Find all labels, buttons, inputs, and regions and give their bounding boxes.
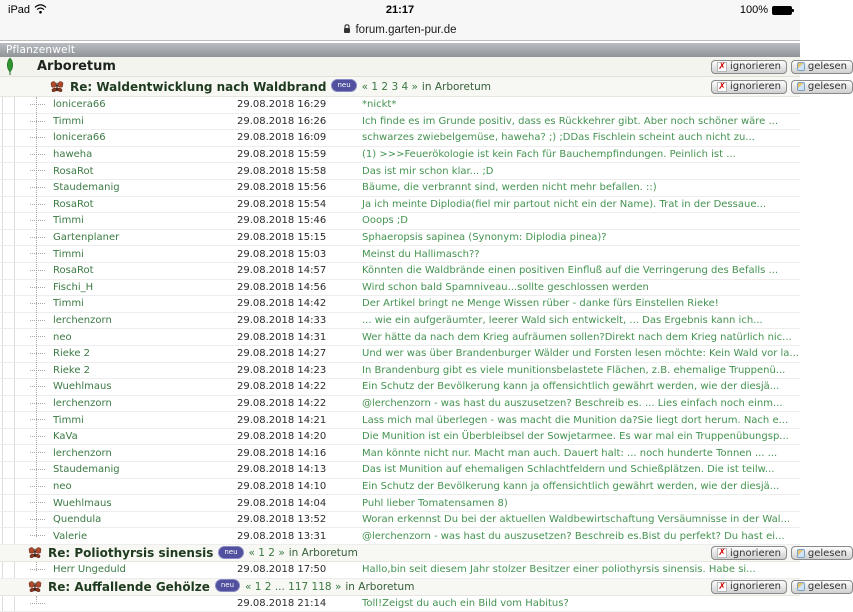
thread-title[interactable]: Re: Poliothyrsis sinensis xyxy=(48,546,214,561)
message-excerpt[interactable]: schwarzes zwiebelgemüse, haweha? ;) ;DDas Fischlein scheint auch nicht zu... xyxy=(362,132,755,144)
new-badge: neu xyxy=(218,546,243,559)
message-row xyxy=(0,412,800,429)
ios-status-bar xyxy=(0,0,800,20)
message-excerpt[interactable]: Könnten die Waldbrände einen positiven Einfluß auf die Verringerung des Befalls ... xyxy=(362,265,779,277)
message-date: 29.08.2018 14:13 xyxy=(237,464,327,476)
message-author[interactable]: KaVa xyxy=(53,431,78,443)
ignore-button-label: ignorieren xyxy=(729,81,781,92)
board-bar xyxy=(0,43,800,57)
message-row xyxy=(0,130,800,147)
message-row xyxy=(0,114,800,131)
message-row xyxy=(0,396,800,413)
thread-list xyxy=(0,57,847,612)
message-date: 29.08.2018 14:33 xyxy=(237,315,327,327)
message-author[interactable]: lerchenzorn xyxy=(53,397,112,409)
message-author[interactable]: Staudemanig xyxy=(53,182,120,194)
new-badge: neu xyxy=(331,79,356,92)
lock-icon xyxy=(343,24,351,37)
message-author[interactable]: Rieke 2 xyxy=(53,364,91,376)
message-date: 29.08.2018 16:09 xyxy=(237,132,327,144)
message-author[interactable]: lerchenzorn xyxy=(53,315,112,327)
message-author[interactable]: Gartenplaner xyxy=(53,232,120,244)
mark-read-button[interactable] xyxy=(791,60,853,74)
message-author[interactable]: Herr Ungeduld xyxy=(53,564,126,576)
tree-connector xyxy=(30,320,45,321)
tree-connector xyxy=(30,187,45,188)
board-title: Pflanzenwelt xyxy=(6,44,76,56)
message-excerpt[interactable]: *nickt* xyxy=(362,99,397,111)
message-excerpt[interactable]: Man könnte nicht nur. Macht man auch. Dauert halt: ... noch hunderte Tonnen ... ... xyxy=(362,447,778,459)
red-x-icon: ✗ xyxy=(718,61,726,72)
message-row xyxy=(0,429,800,446)
ignore-button[interactable] xyxy=(711,60,787,74)
message-excerpt[interactable]: Lass mich mal überlegen - was macht die Munition da?Sie liegt dort herum. Nach e... xyxy=(362,414,789,426)
tree-connector xyxy=(30,386,45,387)
message-author[interactable]: lonicera66 xyxy=(53,132,106,144)
tree-connector xyxy=(30,419,45,420)
message-excerpt[interactable]: @lerchenzorn - was hast du auszusetzen? Beschreib es.Bist du perfekt? Du hast ei... xyxy=(362,530,785,542)
leaf-icon xyxy=(5,58,15,75)
tree-connector xyxy=(30,403,45,404)
tree-connector xyxy=(30,303,45,304)
message-excerpt[interactable]: @lerchenzorn - was hast du auszusetzen? Beschreib es. ... Lies einfach noch einm... xyxy=(362,397,783,409)
tree-connector xyxy=(30,237,45,238)
message-date: 29.08.2018 13:52 xyxy=(237,514,327,526)
message-date: 29.08.2018 14:57 xyxy=(237,265,327,277)
message-excerpt[interactable]: Wer hätte da nach dem Krieg aufräumen sollen?Direkt nach dem Krieg natürlich nic... xyxy=(362,331,792,343)
tree-connector xyxy=(30,204,45,205)
message-excerpt[interactable]: Meinst du Hallimasch?? xyxy=(362,248,480,260)
message-row xyxy=(0,462,800,479)
message-row xyxy=(0,147,800,164)
message-author[interactable]: neo xyxy=(53,331,72,343)
message-excerpt[interactable]: Ooops ;D xyxy=(362,215,408,227)
message-author[interactable]: RosaRot xyxy=(53,265,94,277)
mark-read-button[interactable] xyxy=(791,546,853,560)
message-date: 29.08.2018 14:31 xyxy=(237,331,327,343)
message-date: 29.08.2018 14:04 xyxy=(237,497,327,509)
thread-header-row xyxy=(0,545,847,562)
message-row xyxy=(0,263,800,280)
message-excerpt[interactable]: Puhl lieber Tomatensamen 8) xyxy=(362,497,508,509)
message-date: 29.08.2018 14:20 xyxy=(237,431,327,443)
thread-title[interactable]: Re: Waldentwicklung nach Waldbrand xyxy=(70,79,327,94)
message-date: 29.08.2018 15:46 xyxy=(237,215,327,227)
message-excerpt[interactable]: Sphaeropsis sapinea (Synonym: Diplodia pinea)? xyxy=(362,232,607,244)
message-date: 29.08.2018 14:42 xyxy=(237,298,327,310)
mark-read-button-label: gelesen xyxy=(807,547,847,559)
message-date: 29.08.2018 17:50 xyxy=(237,564,327,576)
tree-connector xyxy=(30,253,45,254)
thread-board-link[interactable]: in Arboretum xyxy=(345,580,415,593)
message-excerpt[interactable]: Das ist mir schon klar... ;D xyxy=(362,165,494,177)
ignore-button[interactable] xyxy=(711,80,787,94)
message-date: 29.08.2018 15:15 xyxy=(237,232,327,244)
new-badge: neu xyxy=(215,579,240,592)
mark-read-button-label: gelesen xyxy=(807,81,847,92)
message-row xyxy=(0,512,800,529)
message-date: 29.08.2018 14:23 xyxy=(237,364,327,376)
red-x-icon: ✗ xyxy=(718,548,726,559)
message-author[interactable]: lerchenzorn xyxy=(53,447,112,459)
message-row xyxy=(0,180,800,197)
ignore-button[interactable] xyxy=(711,546,787,560)
message-row xyxy=(0,230,800,247)
ignore-button-label: ignorieren xyxy=(729,61,781,72)
thread-header-row xyxy=(0,579,847,596)
category-row-arboretum xyxy=(0,57,847,77)
thread-page-links[interactable]: « 1 2 ... 117 118 » xyxy=(245,580,342,593)
message-date: 29.08.2018 14:22 xyxy=(237,381,327,393)
message-author[interactable]: lonicera66 xyxy=(53,99,106,111)
thread-page-links[interactable]: « 1 2 3 4 » xyxy=(361,80,418,93)
message-date: 29.08.2018 14:56 xyxy=(237,281,327,293)
message-date: 29.08.2018 14:10 xyxy=(237,480,327,492)
message-author[interactable]: haweha xyxy=(53,149,93,161)
ignore-button[interactable] xyxy=(711,580,787,594)
message-excerpt[interactable]: Wird schon bald Spamniveau...sollte geschlossen werden xyxy=(362,281,649,293)
message-author[interactable]: Timmi xyxy=(53,248,84,260)
message-author[interactable]: neo xyxy=(53,480,72,492)
message-excerpt[interactable]: Ja ich meinte Diplodia(fiel mir partout nicht ein der Name). Trat in der Dessaue... xyxy=(362,198,767,210)
message-row xyxy=(0,280,800,297)
message-date: 29.08.2018 13:31 xyxy=(237,530,327,542)
message-author[interactable]: Timmi xyxy=(53,215,84,227)
tree-connector xyxy=(30,336,45,337)
message-date: 29.08.2018 21:14 xyxy=(237,597,327,609)
message-row xyxy=(0,363,800,380)
thread xyxy=(0,545,847,579)
message-excerpt[interactable]: In Brandenburg gibt es viele munitionsbelastete Flächen, z.B. ehemalige Truppenü... xyxy=(362,364,786,376)
message-row xyxy=(0,562,800,579)
mark-read-button-label: gelesen xyxy=(807,61,847,72)
thread-title[interactable]: Re: Auffallende Gehölze xyxy=(48,579,210,594)
message-row xyxy=(0,246,800,263)
thread-board-link[interactable]: in Arboretum xyxy=(288,547,358,560)
wifi-icon xyxy=(34,4,47,17)
tree-line xyxy=(36,97,37,537)
message-excerpt[interactable]: Ein Schutz der Bevölkerung kann ja offensichtlich gewährt werden, wie der diesjä... xyxy=(362,480,780,492)
ignore-button-label: ignorieren xyxy=(729,547,781,559)
message-row xyxy=(0,445,800,462)
message-excerpt[interactable]: Woran erkennst Du bei der aktuellen Waldbewirtschaftung Versäumnisse in der Wal... xyxy=(362,514,791,526)
mark-read-icon xyxy=(797,82,805,91)
tree-connector xyxy=(30,353,45,354)
tree-connector xyxy=(30,121,45,122)
message-excerpt[interactable]: Der Artikel bringt ne Menge Wissen rüber - danke fürs Einstellen Rieke! xyxy=(362,298,719,310)
message-row xyxy=(0,97,800,114)
mark-read-button[interactable] xyxy=(791,80,853,94)
tree-connector xyxy=(30,436,45,437)
message-author[interactable]: Timmi xyxy=(53,115,84,127)
butterfly-icon xyxy=(50,81,64,93)
message-date: 29.08.2018 15:56 xyxy=(237,182,327,194)
message-excerpt[interactable]: Und wer was über Brandenburger Wälder und Forsten lesen möchte: Kein Wald vor la... xyxy=(362,348,799,360)
category-title[interactable]: Arboretum xyxy=(37,59,116,74)
message-date: 29.08.2018 15:54 xyxy=(237,198,327,210)
thread-header-row xyxy=(0,77,847,97)
tree-connector xyxy=(30,486,45,487)
message-row xyxy=(0,528,800,545)
message-date: 29.08.2018 16:26 xyxy=(237,115,327,127)
clock: 21:17 xyxy=(385,4,415,16)
tree-connector xyxy=(30,452,45,453)
message-date: 29.08.2018 16:29 xyxy=(237,99,327,111)
tree-connector xyxy=(30,270,45,271)
message-date: 29.08.2018 14:27 xyxy=(237,348,327,360)
message-author[interactable]: RosaRot xyxy=(53,165,94,177)
tree-connector xyxy=(30,370,45,371)
url-domain: forum.garten-pur.de xyxy=(355,24,457,36)
message-excerpt[interactable]: (1) >>>Feuerökologie ist kein Fach für Bauchempfindungen. Peinlich ist ... xyxy=(362,149,736,161)
message-author[interactable]: Wuehlmaus xyxy=(53,381,112,393)
message-author[interactable]: Timmi xyxy=(53,298,84,310)
message-row xyxy=(0,495,800,512)
tree-line xyxy=(36,596,37,605)
mark-read-icon xyxy=(797,549,805,558)
message-excerpt[interactable]: Ein Schutz der Bevölkerung kann ja offensichtlich gewährt werden, wie der diesjä... xyxy=(362,381,780,393)
tree-line xyxy=(36,562,37,571)
tree-connector xyxy=(30,104,45,105)
carrier-label: iPad xyxy=(8,4,31,16)
tree-connector xyxy=(30,603,45,604)
mark-read-button[interactable] xyxy=(791,580,853,594)
message-excerpt[interactable]: Die Munition ist ein Überbleibsel der Sowjetarmee. Es war mal ein Truppenübungsp... xyxy=(362,431,789,443)
tree-connector xyxy=(30,154,45,155)
message-author[interactable]: Quendula xyxy=(53,514,102,526)
battery-percent: 100% xyxy=(739,4,768,16)
message-row xyxy=(0,313,800,330)
tree-connector xyxy=(30,287,45,288)
message-excerpt[interactable]: Hallo,bin seit diesem Jahr stolzer Besitzer einer poliothyrsis sinensis. Habe si... xyxy=(362,564,756,576)
message-row xyxy=(0,296,800,313)
butterfly-icon xyxy=(28,547,42,559)
message-row xyxy=(0,346,800,363)
message-excerpt[interactable]: Bäume, die verbrannt sind, werden nicht mehr befallen. ::) xyxy=(362,182,657,194)
message-date: 29.08.2018 15:03 xyxy=(237,248,327,260)
battery-icon xyxy=(772,6,792,15)
mark-read-icon xyxy=(797,582,805,591)
ignore-button-label: ignorieren xyxy=(729,581,781,593)
tree-connector xyxy=(30,519,45,520)
butterfly-icon xyxy=(28,581,42,593)
red-x-icon: ✗ xyxy=(718,581,726,592)
message-row xyxy=(0,213,800,230)
message-date: 29.08.2018 15:59 xyxy=(237,149,327,161)
message-excerpt[interactable]: Toll!Zeigst du auch ein Bild vom Habitus? xyxy=(362,597,569,609)
message-row xyxy=(0,479,800,496)
tree-connector xyxy=(30,137,45,138)
message-row xyxy=(0,379,800,396)
thread xyxy=(0,579,847,612)
thread-page-links[interactable]: « 1 2 » xyxy=(248,547,285,560)
message-excerpt[interactable]: Ich finde es im Grunde positiv, dass es Rückkehrer gibt. Aber noch schöner wäre ... xyxy=(362,115,779,127)
message-date: 29.08.2018 14:22 xyxy=(237,397,327,409)
tree-connector xyxy=(30,220,45,221)
safari-url-bar[interactable] xyxy=(0,20,800,41)
tree-connector xyxy=(30,170,45,171)
message-excerpt[interactable]: ... wie ein aufgeräumter, leerer Wald sich entwickelt, ... Das Ergebnis kann ich... xyxy=(362,315,763,327)
tree-connector xyxy=(30,469,45,470)
thread-board-link[interactable]: in Arboretum xyxy=(421,80,491,93)
mark-read-icon xyxy=(797,62,805,71)
message-date: 29.08.2018 14:16 xyxy=(237,447,327,459)
thread xyxy=(0,77,847,545)
message-date: 29.08.2018 15:58 xyxy=(237,165,327,177)
message-author[interactable]: Valerie xyxy=(53,530,88,542)
message-row xyxy=(0,329,800,346)
message-row xyxy=(0,596,800,612)
message-row xyxy=(0,197,800,214)
message-excerpt[interactable]: Das ist Munition auf ehemaligen Schlachtfeldern und Schießplätzen. Die ist teilw... xyxy=(362,464,775,476)
message-author[interactable]: Rieke 2 xyxy=(53,348,91,360)
mark-read-button-label: gelesen xyxy=(807,581,847,593)
tree-connector xyxy=(30,535,45,536)
message-author[interactable]: RosaRot xyxy=(53,198,94,210)
message-date: 29.08.2018 14:21 xyxy=(237,414,327,426)
red-x-icon: ✗ xyxy=(718,81,726,92)
message-row xyxy=(0,163,800,180)
tree-connector xyxy=(30,502,45,503)
message-author[interactable]: Timmi xyxy=(53,414,84,426)
message-author[interactable]: Fischi_H xyxy=(53,281,94,293)
tree-connector xyxy=(30,569,45,570)
message-author[interactable]: Wuehlmaus xyxy=(53,497,112,509)
message-author[interactable]: Staudemanig xyxy=(53,464,120,476)
